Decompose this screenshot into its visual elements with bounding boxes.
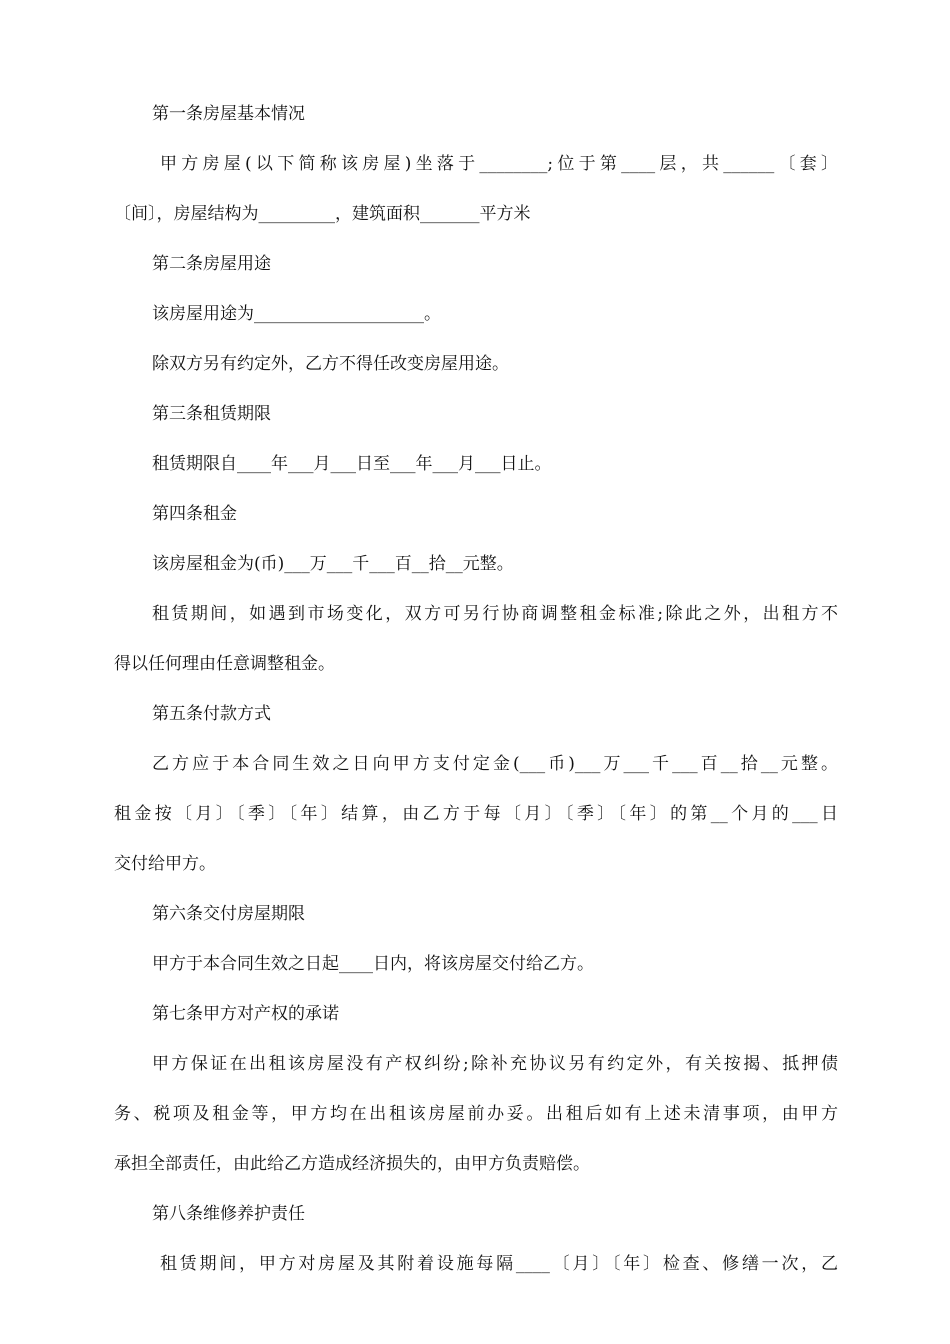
- paragraph-line: 该房屋用途为____________________。: [152, 304, 441, 324]
- paragraph-line: 甲方房屋(以下简称该房屋)坐落于________;位于第____层，共______〔套〕: [160, 154, 838, 174]
- section-heading-3: 第三条租赁期限: [152, 404, 271, 424]
- paragraph-line: 甲方于本合同生效之日起____日内，将该房屋交付给乙方。: [152, 954, 594, 974]
- section-heading-4: 第四条租金: [152, 504, 237, 524]
- section-heading-6: 第六条交付房屋期限: [152, 904, 305, 924]
- paragraph-line: 得以任何理由任意调整租金。: [114, 654, 335, 674]
- paragraph-line: 租赁期限自____年___月___日至___年___月___日止。: [152, 454, 552, 474]
- section-heading-2: 第二条房屋用途: [152, 254, 271, 274]
- section-heading-5: 第五条付款方式: [152, 704, 271, 724]
- section-heading-7: 第七条甲方对产权的承诺: [152, 1004, 339, 1024]
- paragraph-line: 租金按〔月〕〔季〕〔年〕结算，由乙方于每〔月〕〔季〕〔年〕的第__个月的___日: [114, 804, 838, 824]
- paragraph-line: 租赁期间，如遇到市场变化，双方可另行协商调整租金标准;除此之外，出租方不: [152, 604, 838, 624]
- paragraph-line: 乙方应于本合同生效之日向甲方支付定金(___币)___万___千___百__拾__元整。: [152, 754, 838, 774]
- paragraph-line: 务、税项及租金等，甲方均在出租该房屋前办妥。出租后如有上述未清事项，由甲方: [114, 1104, 838, 1124]
- section-heading-8: 第八条维修养护责任: [152, 1204, 305, 1224]
- paragraph-line: 交付给甲方。: [114, 854, 216, 874]
- paragraph-line: 承担全部责任，由此给乙方造成经济损失的，由甲方负责赔偿。: [114, 1154, 590, 1174]
- paragraph-line: 租赁期间，甲方对房屋及其附着设施每隔____〔月〕〔年〕检查、修缮一次，乙: [160, 1254, 838, 1274]
- section-heading-1: 第一条房屋基本情况: [152, 104, 305, 124]
- paragraph-line: 除双方另有约定外，乙方不得任改变房屋用途。: [152, 354, 509, 374]
- paragraph-line: 〔间〕，房屋结构为_________，建筑面积_______平方米: [114, 204, 531, 224]
- paragraph-line: 甲方保证在出租该房屋没有产权纠纷;除补充协议另有约定外，有关按揭、抵押债: [152, 1054, 838, 1074]
- paragraph-line: 该房屋租金为(币)___万___千___百__拾__元整。: [152, 554, 514, 574]
